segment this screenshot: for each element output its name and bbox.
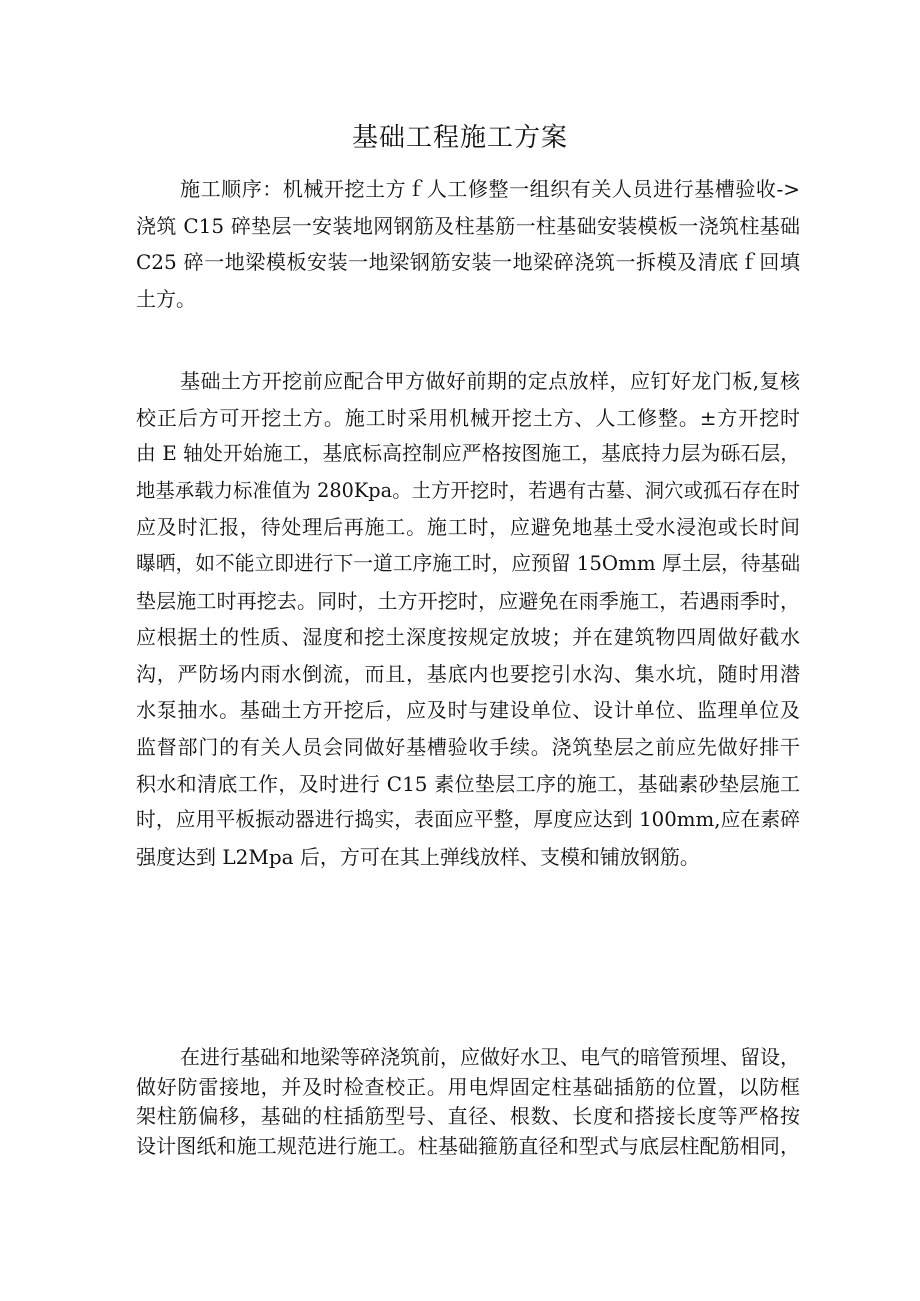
text-line: 基础土方开挖前应配合甲方做好前期的定点放样，应钉好龙门板,复核 [180,369,800,393]
document-title: 基础工程施工方案 [351,123,568,153]
text-line: 垫层施工时再挖去。同时，土方开挖时，应避免在雨季施工，若遇雨季时， [136,588,800,613]
paragraph-earthwork-excavation [136,363,800,875]
paragraph-concrete-pouring [136,1043,800,1161]
text-line: 做好防雷接地，并及时检查校正。用电焊固定柱基础插筋的位置，以防框 [136,1074,800,1099]
text-line: 设计图纸和施工规范进行施工。柱基础箍筋直径和型式与底层柱配筋相同， [136,1133,800,1158]
text-line: 曝晒，如不能立即进行下一道工序施工时，应预留 15Omm 厚土层，待基础 [136,551,801,575]
paragraph-construction-sequence [136,171,800,317]
text-line: 应根据土的性质、湿度和挖土深度按规定放坡；并在建筑物四周做好截水 [136,625,800,650]
text-line: 由 E 轴处开始施工，基底标高控制应严格按图施工，基底持力层为砾石层， [136,442,800,466]
text-line: 强度达到 L2Mpa 后，方可在其上弹线放样、支模和铺放钢筋。 [136,844,700,869]
text-line: 在进行基础和地梁等碎浇筑前，应做好水卫、电气的暗管预埋、留设， [180,1045,800,1069]
text-line: C25 碎一地梁模板安装一地梁钢筋安装一地梁碎浇筑一拆模及清底ｆ回填 [136,250,800,275]
text-line: 沟，严防场内雨水倒流，而且，基底内也要挖引水沟、集水坑，随时用潜 [136,661,800,686]
text-line: 架柱筋偏移，基础的柱插筋型号、直径、根数、长度和搭接长度等严格按 [136,1104,800,1128]
text-line: 施工顺序：机械开挖土方ｆ人工修整一组织有关人员进行基槽验收-> [180,177,800,201]
text-line: 时，应用平板振动器进行捣实，表面应平整，厚度应达到 100mm,应在素碎 [136,808,800,832]
text-line: 地基承载力标准值为 280Kpa。土方开挖时，若遇有古墓、洞穴或孤石存在时 [136,478,800,502]
text-line: 应及时汇报，待处理后再施工。施工时，应避免地基土受水浸泡或长时间 [136,515,800,540]
text-line: 浇筑 C15 碎垫层一安装地网钢筋及柱基筋一柱基础安装模板一浇筑柱基础 [136,213,800,238]
text-line: 积水和清底工作，及时进行 C15 素位垫层工序的施工，基础素砂垫层施工 [136,771,800,796]
text-line: 监督部门的有关人员会同做好基槽验收手续。浇筑垫层之前应先做好排干 [136,734,800,759]
text-line: 校正后方可开挖土方。施工时采用机械开挖土方、人工修整。±方开挖时 [136,405,800,430]
text-line: 土方。 [136,286,196,311]
text-line: 水泵抽水。基础土方开挖后，应及时与建设单位、设计单位、监理单位及 [136,698,800,723]
